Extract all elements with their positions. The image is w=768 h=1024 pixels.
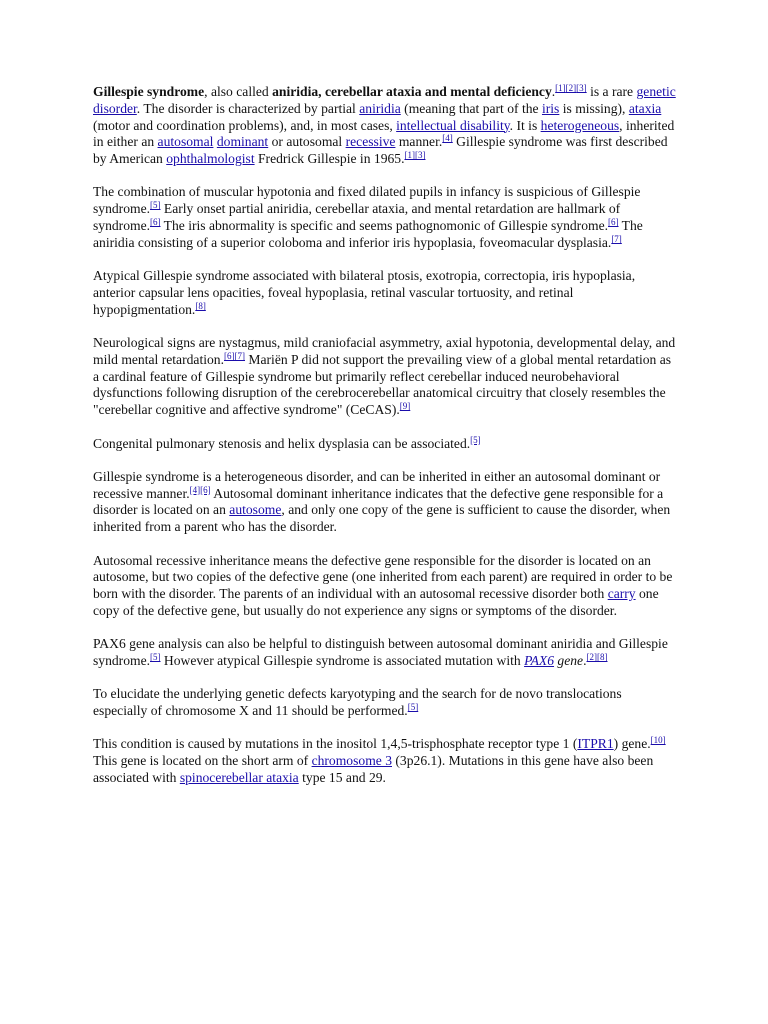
text-run: This gene is located on the short arm of xyxy=(93,753,312,769)
link-pax6[interactable]: PAX6 xyxy=(524,653,555,669)
text-run: The aniridia consisting of a superior coloboma and inferior iris hypoplasia, foveomacular dysplasia. xyxy=(93,218,643,250)
text-run: . xyxy=(551,84,556,99)
text-run: Gillespie syndrome was first described by American xyxy=(93,134,668,167)
citation-superscript xyxy=(587,652,598,662)
citation-link[interactable]: [4] xyxy=(442,133,453,144)
citation-superscript xyxy=(408,702,419,712)
citation-link[interactable]: [3] xyxy=(576,83,587,93)
text-run: Fredrick Gillespie in 1965. xyxy=(254,151,405,167)
link-spinocerebellar-ataxia[interactable]: spinocerebellar ataxia xyxy=(179,770,299,785)
text-run: . The disorder is characterized by partial xyxy=(136,100,360,116)
text-run: Autosomal dominant inheritance indicates that the defective gene responsible for a disorder is located on an xyxy=(93,485,664,518)
citation-superscript xyxy=(576,83,587,93)
paragraph-atypical xyxy=(93,268,677,318)
link-dominant[interactable]: dominant xyxy=(216,134,269,150)
text-run: type 15 and 29. xyxy=(298,770,386,785)
citation-superscript xyxy=(442,133,453,143)
text-run: This condition is caused by mutations in the inositol 1,4,5-trisphosphate receptor type 1 ( xyxy=(93,736,578,752)
bold-text: aniridia, cerebellar ataxia and mental deficiency xyxy=(272,84,552,99)
text-run: is a rare xyxy=(586,84,637,99)
citation-link[interactable]: [7] xyxy=(611,233,622,244)
text-run: Mariën P did not support the prevailing view of a global mental retardation as a cardinal feature of Gillespie syndrome but primarily reflect cerebellar induced neurobehavioral dysfunctions following disruption of the cerebrocerebellar anatomical circuitry that closely resembles the "cerebellar cognitive and affective syndrome" (CeCAS). xyxy=(93,351,672,418)
text-run: . xyxy=(583,653,587,669)
citation-superscript xyxy=(195,301,206,311)
link-ophthalmologist[interactable]: ophthalmologist xyxy=(166,151,255,167)
text-run: Atypical Gillespie syndrome associated with bilateral ptosis, exotropia, correctopia, iris hypoplasia, anterior capsular lens opacities, foveal hypoplasia, retinal vascular tortuosity, and retinal hypopigmentation. xyxy=(93,268,636,317)
citation-superscript xyxy=(150,652,161,662)
text-run: The iris abnormality is specific and seems pathognomonic of Gillespie syndrome. xyxy=(160,218,609,234)
article-body xyxy=(93,84,677,803)
citation-superscript xyxy=(404,150,415,160)
citation-link[interactable]: [5] xyxy=(150,200,161,211)
text-run: However atypical Gillespie syndrome is associated mutation with xyxy=(160,653,525,669)
citation-link[interactable]: [5] xyxy=(407,702,419,713)
citation-superscript xyxy=(611,234,622,244)
citation-superscript xyxy=(200,485,211,495)
link-recessive[interactable]: recessive xyxy=(345,134,396,150)
text-run: (3p26.1). Mutations in this gene have also been associated with xyxy=(93,753,654,785)
text-run: , also called xyxy=(204,84,273,99)
link-iris[interactable]: iris xyxy=(541,100,560,116)
citation-link[interactable]: [5] xyxy=(470,434,481,445)
text-run: , and only one copy of the gene is sufficient to cause the disorder, when inherited from a parent who has the disorder. xyxy=(93,502,671,535)
text-run: Congenital pulmonary stenosis and helix dysplasia can be associated. xyxy=(93,435,471,451)
link-ataxia[interactable]: ataxia xyxy=(628,100,662,116)
citation-superscript xyxy=(150,217,161,227)
text-run: one copy of the defective gene, but usually do not experience any signs or symptoms of the disorder. xyxy=(93,586,659,618)
citation-superscript xyxy=(400,401,411,411)
citation-link[interactable]: [7] xyxy=(234,350,245,361)
text-run: Gillespie syndrome is a heterogeneous disorder, and can be inherited in either an autosomal dominant or recessive manner. xyxy=(93,468,661,501)
citation-link[interactable]: [3] xyxy=(414,150,426,161)
citation-superscript xyxy=(651,735,666,745)
text-run: Early onset partial aniridia, cerebellar ataxia, and mental retardation are hallmark of syndrome. xyxy=(93,201,621,234)
citation-superscript xyxy=(608,217,619,227)
paragraph-itpr1 xyxy=(93,736,677,786)
citation-superscript xyxy=(566,83,577,93)
text-run: , inherited in either an xyxy=(93,117,675,150)
paragraph-inheritance xyxy=(93,469,677,536)
bold-text: Gillespie syndrome xyxy=(93,84,205,99)
citation-link[interactable]: [9] xyxy=(399,401,411,412)
text-run: (motor and coordination problems), and, in most cases, xyxy=(93,117,397,133)
citation-link[interactable]: [2] xyxy=(586,652,597,663)
paragraph-hypotonia xyxy=(93,184,677,251)
citation-link[interactable]: [10] xyxy=(650,735,666,746)
citation-link[interactable]: [8] xyxy=(597,652,608,663)
citation-link[interactable]: [1] xyxy=(555,83,566,93)
paragraph-pax6 xyxy=(93,636,677,670)
link-chromosome-3[interactable]: chromosome 3 xyxy=(311,753,392,769)
citation-link[interactable]: [6] xyxy=(200,484,211,495)
citation-link[interactable]: [2] xyxy=(565,83,577,93)
citation-superscript xyxy=(470,435,481,445)
link-carry[interactable]: carry xyxy=(607,586,636,602)
citation-superscript xyxy=(555,83,566,93)
citation-link[interactable]: [1] xyxy=(404,150,415,161)
citation-superscript xyxy=(415,150,426,160)
text-run: (meaning that part of the xyxy=(400,100,542,116)
citation-link[interactable]: [4] xyxy=(189,484,201,495)
link-intellectual-disability[interactable]: intellectual disability xyxy=(396,117,510,133)
paragraph-neuro xyxy=(93,335,677,419)
citation-link[interactable]: [6] xyxy=(150,217,161,228)
text-run: . It is xyxy=(509,117,541,133)
text-run: PAX6 gene analysis can also be helpful to distinguish between autosomal dominant aniridia and Gillespie syndrome. xyxy=(93,636,668,669)
citation-superscript xyxy=(190,485,201,495)
text-run: ) gene. xyxy=(613,736,651,752)
link-aniridia[interactable]: aniridia xyxy=(359,100,401,116)
link-autosomal[interactable]: autosomal xyxy=(157,134,214,150)
text-run: is missing), xyxy=(559,100,629,116)
text-run: gene xyxy=(554,653,584,669)
citation-superscript xyxy=(224,351,235,361)
citation-link[interactable]: [8] xyxy=(195,300,206,311)
paragraph-karyotyping xyxy=(93,686,677,720)
link-itpr1[interactable]: ITPR1 xyxy=(577,736,614,752)
paragraph-recessive xyxy=(93,553,677,620)
link-genetic-disorder[interactable]: genetic disorder xyxy=(93,84,676,116)
citation-superscript xyxy=(150,200,161,210)
paragraph-intro xyxy=(93,84,677,168)
link-autosome[interactable]: autosome xyxy=(229,502,282,518)
citation-link[interactable]: [5] xyxy=(150,652,161,663)
text-run: Neurological signs are nystagmus, mild craniofacial asymmetry, axial hypotonia, developmental delay, and mild mental retardation. xyxy=(93,335,676,367)
text-run: The combination of muscular hypotonia and fixed dilated pupils in infancy is suspicious of Gillespie syndrome. xyxy=(93,184,641,217)
citation-superscript xyxy=(597,652,608,662)
citation-link[interactable]: [6] xyxy=(224,350,235,361)
text-run: or autosomal xyxy=(268,134,346,150)
citation-link[interactable]: [6] xyxy=(608,217,619,228)
text-run: manner. xyxy=(395,134,443,150)
link-heterogeneous[interactable]: heterogeneous xyxy=(540,117,620,133)
citation-superscript xyxy=(235,351,246,361)
text-run: Autosomal recessive inheritance means the defective gene responsible for the disorder is located on an autosome, but two copies of the defective gene (one inherited from each parent) are required in order to be born with the disorder. The parents of an individual with an autosomal recessive disorder both xyxy=(93,552,673,602)
paragraph-congenital xyxy=(93,436,677,453)
text-run: To elucidate the underlying genetic defects karyotyping and the search for de novo translocations especially of chromosome X and 11 should be performed. xyxy=(93,686,622,719)
